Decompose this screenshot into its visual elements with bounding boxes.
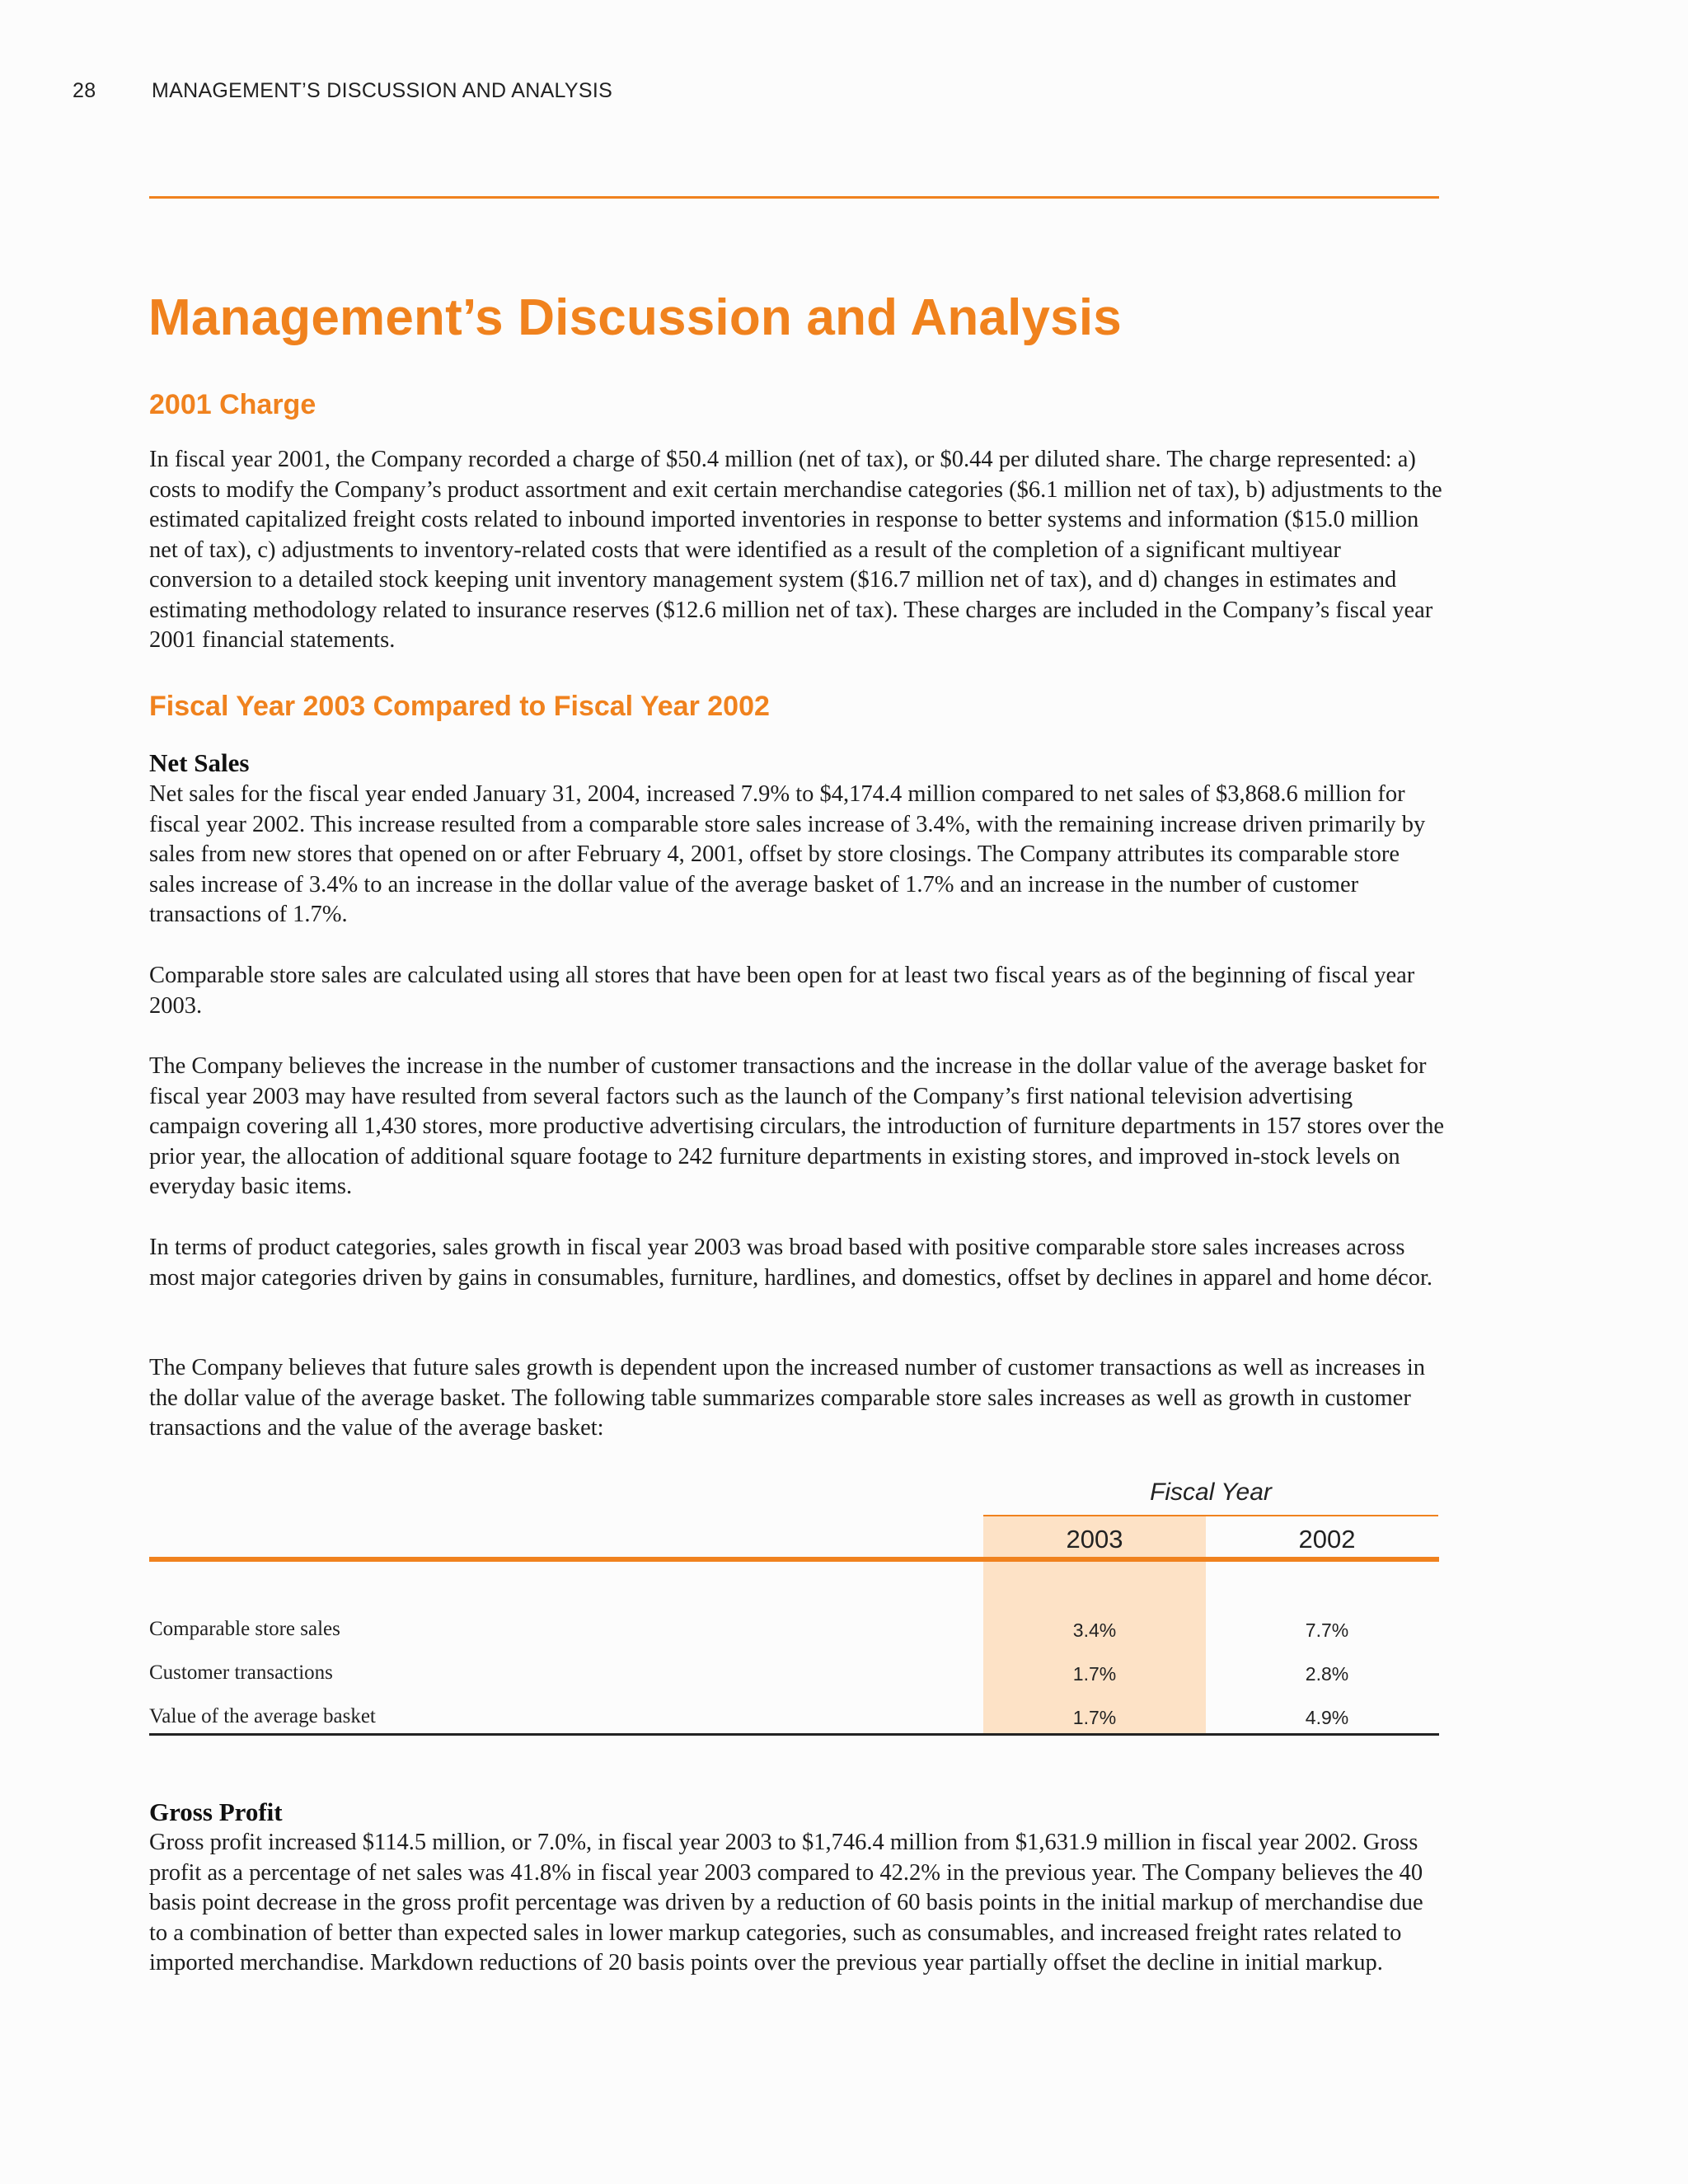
table-group-rule (983, 1515, 1438, 1516)
section-heading-fy-comparison: Fiscal Year 2003 Compared to Fiscal Year 2002 (149, 691, 770, 722)
column-header-2002: 2002 (1298, 1525, 1356, 1554)
table-row (149, 1618, 1439, 1661)
running-header (73, 79, 612, 103)
table-header-rule (149, 1557, 1439, 1562)
subheading-net-sales: Net Sales (149, 748, 250, 777)
table-bottom-rule (149, 1733, 1439, 1736)
page-title: Management’s Discussion and Analysis (148, 289, 1122, 346)
row-label: Value of the average basket (149, 1705, 376, 1727)
cell-2002: 7.7% (1305, 1619, 1349, 1641)
page-number: 28 (73, 79, 96, 102)
column-header-2003: 2003 (1066, 1525, 1123, 1554)
cell-2003: 1.7% (1072, 1663, 1117, 1685)
paragraph-2001-charge: In fiscal year 2001, the Company recorded a charge of $50.4 million (net of tax), or $0.44 per diluted share. The charge represented: a) costs to modify the Company’s product assortment and exit certain merchandise categories ($6.1 million net of tax), b) adjustments to the estimated capitalized freight costs related to inbound imported inventories in response to better systems and information ($15.0 million net of tax), c) adjustments to inventory-related costs that were identified as a result of the completion of a significant multiyear conversion to a detailed stock keeping unit inventory management system ($16.7 million net of tax), and d) changes in estimates and estimating methodology related to insurance reserves ($12.6 million net of tax). These charges are included in the Company’s fiscal year 2001 financial statements. (149, 447, 1442, 653)
subheading-gross-profit: Gross Profit (149, 1797, 283, 1826)
net-sales-para-2 (149, 961, 1445, 1021)
section-2001-body (149, 445, 1445, 656)
cell-2002: 4.9% (1305, 1707, 1349, 1728)
paragraph: The Company believes that future sales growth is dependent upon the increased number of customer transactions as well as increases in the dollar value of the average basket. The following table summarizes comparable store sales increases as well as growth in customer transactions and the value of the average basket: (149, 1355, 1426, 1441)
section-2001-charge (149, 389, 1445, 421)
cell-2003: 3.4% (1072, 1619, 1117, 1641)
table-row (149, 1661, 1439, 1704)
net-sales-heading-wrap (149, 748, 1445, 778)
cell-2003: 1.7% (1072, 1707, 1117, 1728)
section-heading-2001-charge: 2001 Charge (149, 389, 316, 420)
row-label: Customer transactions (149, 1661, 333, 1684)
net-sales-para-4 (149, 1233, 1445, 1293)
gross-profit-body (149, 1828, 1445, 1979)
paragraph: The Company believes the increase in the number of customer transactions and the increase in the dollar value of the average basket for fiscal year 2003 may have resulted from several factors such as the launch of the Company’s first national television advertising campaign covering all 1,430 stores, more productive advertising circulars, the introduction of furniture departments in 157 stores over the prior year, the allocation of additional square footage to 242 furniture departments in existing stores, and improved in-stock levels on everyday basic items. (149, 1053, 1445, 1199)
gross-profit-heading-wrap (149, 1797, 1445, 1827)
row-label: Comparable store sales (149, 1618, 340, 1640)
paragraph: In terms of product categories, sales growth in fiscal year 2003 was broad based with positive comparable store sales increases across most major categories driven by gains in consumables, furniture, hardlines, and domestics, offset by declines in apparel and home décor. (149, 1235, 1433, 1291)
net-sales-para-3 (149, 1052, 1445, 1202)
paragraph-gross-profit: Gross profit increased $114.5 million, or 7.0%, in fiscal year 2003 to $1,746.4 million from $1,631.9 million in fiscal year 2002. Gross profit as a percentage of net sales was 41.8% in fiscal year 2003 compared to 42.2% in the previous year. The Company believes the 40 basis point decrease in the gross profit percentage was driven by a reduction of 60 basis points in the initial markup of merchandise due to a combination of better than expected sales in lower markup categories, such as consumables, and increased freight rates related to imported merchandise. Markdown reductions of 20 basis points over the previous year partially offset the decline in initial markup. (149, 1830, 1423, 1975)
cell-2002: 2.8% (1305, 1663, 1349, 1685)
table-row (149, 1705, 1439, 1748)
net-sales-para-1 (149, 780, 1445, 930)
net-sales-para-5 (149, 1353, 1445, 1444)
table-group-label: Fiscal Year (1150, 1479, 1272, 1506)
section-fy-heading-wrap (149, 691, 1445, 723)
paragraph: Net sales for the fiscal year ended January 31, 2004, increased 7.9% to $4,174.4 million compared to net sales of $3,868.6 million for fiscal year 2002. This increase resulted from a comparable store sales increase of 3.4%, with the remaining increase driven primarily by sales from new stores that opened on or after February 4, 2001, offset by store closings. The Company attributes its comparable store sales increase of 3.4% to an increase in the dollar value of the average basket of 1.7% and an increase in the number of customer transactions of 1.7%. (149, 781, 1426, 927)
running-title: MANAGEMENT’S DISCUSSION AND ANALYSIS (152, 79, 613, 102)
top-rule (149, 196, 1439, 199)
paragraph: Comparable store sales are calculated using all stores that have been open for at least two fiscal years as of the beginning of fiscal year 2003. (149, 963, 1415, 1019)
